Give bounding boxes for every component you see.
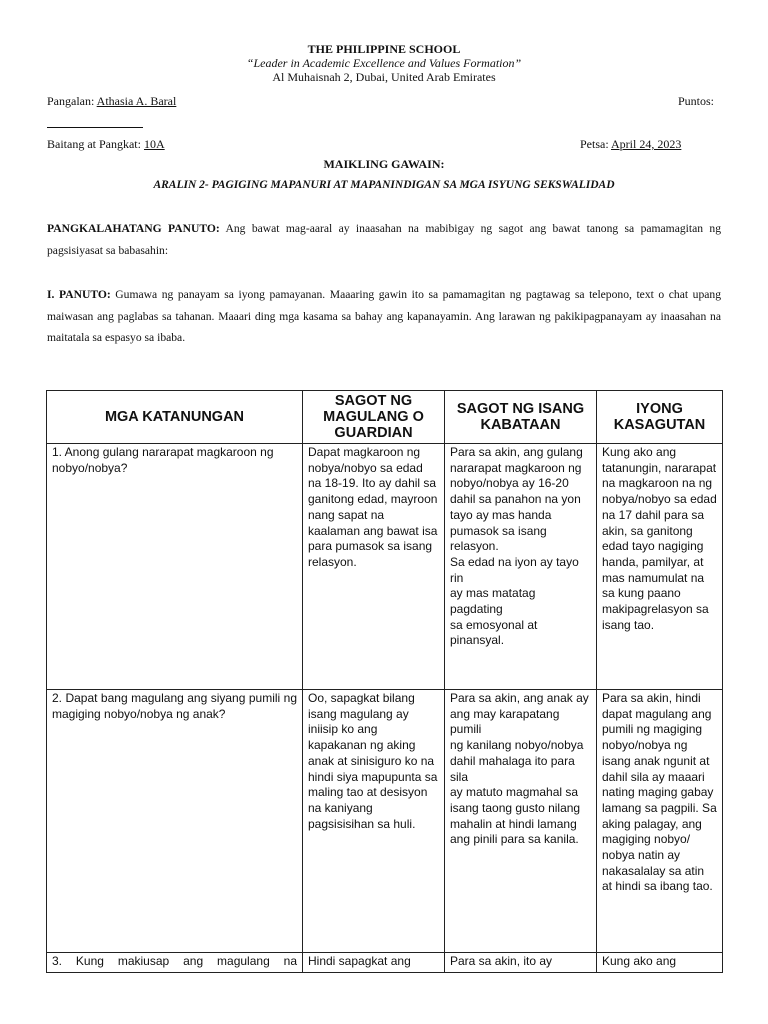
grade-label: Baitang at Pangkat: xyxy=(47,137,141,151)
youth-answer-line: sa emosyonal at pinansyal. xyxy=(450,617,538,648)
table-header-row xyxy=(47,391,723,444)
own-answer-cell: Kung ako ang xyxy=(597,953,723,973)
header-questions: MGA KATANUNGAN xyxy=(47,391,303,444)
lesson-title: ARALIN 2- PAGIGING MAPANURI AT MAPANINDIGAN SA MGA ISYUNG SEKSWALIDAD xyxy=(153,179,615,191)
score-label: Puntos: xyxy=(678,94,715,108)
question-cell: 2. Dapat bang magulang ang siyang pumili ng magiging nobyo/nobya ng anak? xyxy=(47,690,303,953)
youth-answer-line: dahil sa panahon na yon xyxy=(450,492,581,507)
table-row xyxy=(47,953,723,973)
youth-answer-line: nararapat magkaroon ng xyxy=(450,460,582,475)
youth-answer-line: Sa edad na iyon ay tayo rin xyxy=(450,554,579,585)
youth-answer-line: mahalin at hindi lamang xyxy=(450,816,577,831)
question-cell: 3. Kung makiusap ang magulang na xyxy=(47,953,303,973)
youth-answer-cell xyxy=(445,953,597,973)
signature-line xyxy=(47,127,143,128)
table-row xyxy=(47,444,723,690)
youth-answer-cell xyxy=(445,444,597,690)
question-cell: 1. Anong gulang nararapat magkaroon ng nobyo/nobya? xyxy=(47,444,303,690)
youth-answer-line: Para sa akin, ito ay xyxy=(450,954,553,968)
youth-answer-line: dahil mahalaga ito para sila xyxy=(450,753,575,784)
school-name: THE PHILIPPINE SCHOOL xyxy=(307,42,461,56)
general-instruction-text: Ang bawat mag-aaral ay inaasahan na mabibigay ng sagot ang bawat tanong sa pamamagitan ng pagsisiyasat sa babasahin: xyxy=(47,222,721,257)
youth-answer-line: ay mas matatag pagdating xyxy=(450,586,536,617)
youth-answer-line: Para sa akin, ang anak ay xyxy=(450,691,589,705)
parent-answer-cell: Oo, sapagkat bilang isang magulang ay iniisip ko ang kapakanan ng aking anak at sinisiguro ko na hindi siya mapupunta sa maling tao at desisyon na kaniyang pagsisisihan sa huli. xyxy=(303,690,445,953)
youth-answer-cell xyxy=(445,690,597,953)
parent-answer-cell: Hindi sapagkat ang xyxy=(303,953,445,973)
date-label: Petsa: xyxy=(580,137,609,151)
school-address: Al Muhaisnah 2, Dubai, United Arab Emirates xyxy=(272,70,496,84)
general-instruction xyxy=(47,218,721,261)
youth-answer-line: ang pinili para sa kanila. xyxy=(450,832,579,847)
youth-answer-line: Para sa akin, ang gulang xyxy=(450,445,583,459)
table-row xyxy=(47,690,723,953)
school-motto: “Leader in Academic Excellence and Values Formation” xyxy=(246,56,522,70)
activity-title: MAIKLING GAWAIN: xyxy=(323,157,445,171)
date-row xyxy=(580,137,681,152)
header-own: IYONG KASAGUTAN xyxy=(597,391,723,444)
youth-answer-line: ay matuto magmahal sa isang taong gusto nilang xyxy=(450,785,581,815)
instruction-1-text: Gumawa ng panayam sa iyong pamayanan. Maaaring gawin ito sa pamamagitan ng pagtawag sa telepono, text o chat upang maiwasan ang paglabas sa tahanan. Maaari ding mga kasama sa bahay ang kapanayamin. Ang larawan ng pakikipagpanayam ay inaasahan na maitatala sa espasyo sa ibaba. xyxy=(47,288,721,344)
instruction-1-label: I. PANUTO: xyxy=(47,288,111,301)
interview-table xyxy=(46,390,723,973)
name-label: Pangalan: xyxy=(47,94,95,108)
grade-row xyxy=(47,137,165,152)
youth-answer-line: nobyo/nobya ay 16-20 xyxy=(450,476,569,491)
own-answer-cell: Kung ako ang tatanungin, nararapat na magkaroon na ng nobya/nobyo sa edad na 17 dahil para sa akin, sa ganitong edad tayo nagiging handa, pamilyar, at mas namumulat na sa kung paano makipagrelasyon sa isang tao. xyxy=(597,444,723,690)
parent-answer-cell: Dapat magkaroon ng nobya/nobyo sa edad na 18-19. Ito ay dahil sa ganitong edad, mayroon nang sapat na kaalaman ang bawat isa para pumasok sa isang relasyon. xyxy=(303,444,445,690)
header-youth: SAGOT NG ISANG KABATAAN xyxy=(445,391,597,444)
grade-value: 10A xyxy=(143,137,165,151)
youth-answer-line: ng kanilang nobyo/nobya xyxy=(450,738,584,753)
name-value: Athasia A. Baral xyxy=(96,94,177,108)
instruction-1 xyxy=(47,284,721,349)
header-parent: SAGOT NG MAGULANG O GUARDIAN xyxy=(303,391,445,444)
name-row xyxy=(47,94,176,109)
date-value: April 24, 2023 xyxy=(611,137,682,151)
own-answer-cell: Para sa akin, hindi dapat magulang ang pumili ng magiging nobyo/nobya ng isang anak ngunit at dahil sila ay maaari nating maging gabay lamang sa pagpili. Sa aking palagay, ang magiging nobyo/ nobya natin ay nakasalalay sa atin at hindi sa ibang tao. xyxy=(597,690,723,953)
youth-answer-line: ang may karapatang pumili xyxy=(450,706,560,737)
youth-answer-line: tayo ay mas handa pumasok sa isang relasyon. xyxy=(450,507,552,554)
general-instruction-label: PANGKALAHATANG PANUTO: xyxy=(47,222,220,235)
